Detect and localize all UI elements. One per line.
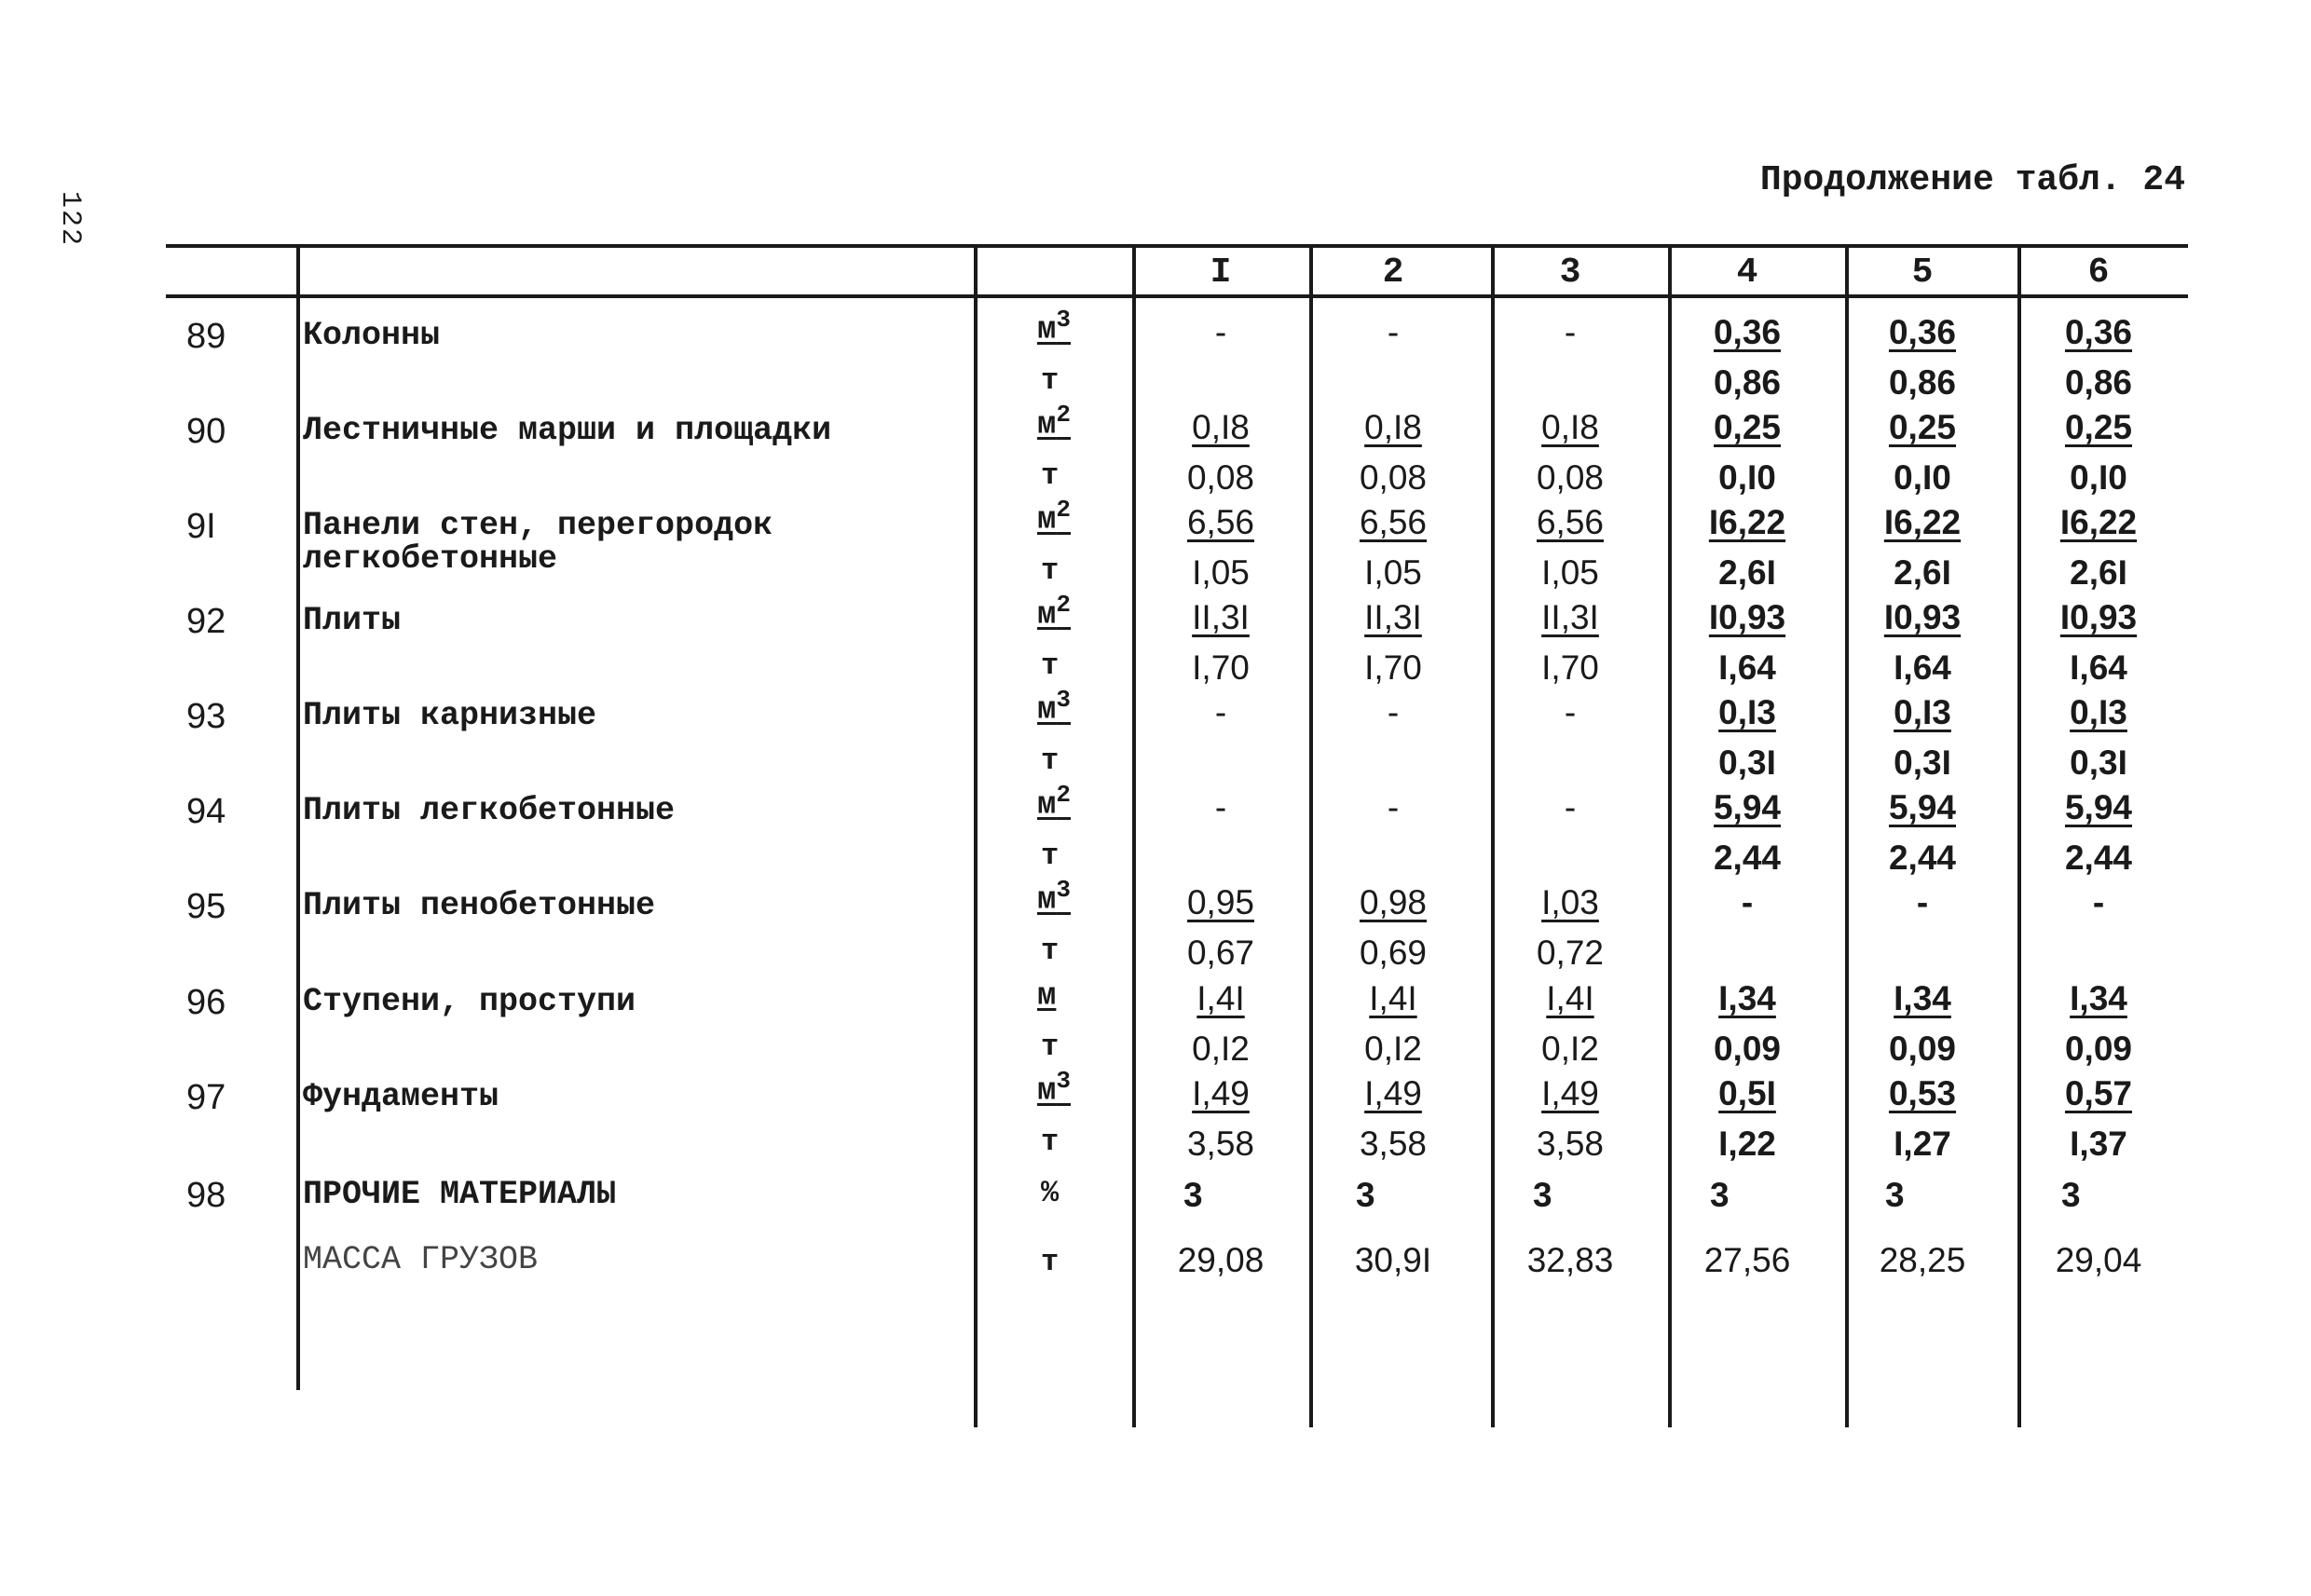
cell-top: I,49 (1364, 1074, 1422, 1112)
cell-top: 0,I3 (1894, 693, 1951, 731)
cell-bottom: I,70 (1192, 648, 1250, 687)
cell-bottom: I,05 (1364, 553, 1422, 592)
row-name: Лестничные марши и площадки (303, 412, 832, 449)
cell-top: I0,93 (1883, 598, 1962, 636)
cell-top: II,3I (1192, 598, 1250, 636)
cell-bottom: 0,I2 (1364, 1030, 1422, 1068)
cell-bottom: 0,09 (1713, 1030, 1781, 1068)
row-name: Ступени, проступи (303, 983, 636, 1020)
cell-total: 30,9I (1354, 1241, 1432, 1279)
unit-top (1037, 591, 1093, 633)
cell-total: 28,25 (1879, 1241, 1966, 1279)
unit-top (1037, 781, 1093, 823)
cell-top: I,4I (1197, 979, 1245, 1017)
cell-other: 3 (1183, 1176, 1203, 1214)
cell-top: I,03 (1541, 883, 1599, 921)
cell-bottom: 0,72 (1536, 934, 1604, 972)
cell-bottom: I,70 (1541, 648, 1599, 687)
cell-bottom: I,37 (2070, 1125, 2127, 1163)
cell-top: 5,94 (1713, 788, 1781, 826)
column-header-3: 3 (1559, 252, 1581, 293)
column-header-2: 2 (1382, 252, 1404, 293)
unit-base: м (1037, 882, 1057, 919)
unit-top-label (1037, 591, 1071, 633)
cell-bottom: 2,6I (2070, 553, 2127, 592)
unit-exponent: 2 (1056, 496, 1072, 524)
unit-exponent: 3 (1056, 686, 1072, 714)
unit-base: м (1037, 312, 1057, 348)
cell-top: - (1387, 693, 1400, 731)
cell-top: I6,22 (1708, 503, 1786, 541)
cell-top: 6,56 (1536, 503, 1604, 541)
cell-bottom: 0,86 (1713, 363, 1781, 402)
cell-top: 5,94 (2064, 788, 2132, 826)
cell-top: - (1214, 788, 1227, 826)
cell-top: I,34 (1718, 979, 1776, 1017)
cell-top: 6,56 (1359, 503, 1427, 541)
cell-top: 0,53 (1888, 1074, 1956, 1112)
cell-top: 0,25 (1713, 408, 1781, 446)
unit-exponent: 2 (1056, 781, 1072, 809)
cell-total: 32,83 (1526, 1241, 1614, 1279)
cell-top: - (1564, 313, 1577, 351)
row-number: 95 (186, 887, 226, 926)
cell-top: - (2092, 883, 2105, 921)
unit-exponent: 3 (1056, 306, 1072, 334)
unit-top (1037, 686, 1093, 728)
cell-top: II,3I (1364, 598, 1422, 636)
unit-top (1037, 496, 1093, 538)
unit-bottom: т (1041, 1125, 1060, 1159)
unit-exponent: 3 (1056, 1067, 1072, 1095)
column-header-5: 5 (1911, 252, 1934, 293)
unit-top (1037, 306, 1093, 348)
cell-top: I,49 (1192, 1074, 1250, 1112)
cell-top: I,34 (2070, 979, 2127, 1017)
cell-top: 0,36 (2064, 313, 2132, 351)
row-name: Плиты пенобетонные (303, 887, 656, 924)
cell-top: I0,93 (2059, 598, 2138, 636)
cell-total: 29,04 (2055, 1241, 2142, 1279)
cell-top: 0,25 (2064, 408, 2132, 446)
cell-bottom: 0,3I (2070, 743, 2127, 782)
unit-bottom: т (1041, 553, 1060, 588)
cell-bottom: 0,I0 (1894, 458, 1951, 497)
cell-bottom: 0,3I (1894, 743, 1951, 782)
unit-bottom: т (1041, 458, 1060, 493)
cell-top: - (1214, 313, 1227, 351)
cell-top: 0,5I (1718, 1074, 1776, 1112)
cell-bottom: 3,58 (1186, 1125, 1254, 1163)
row-number: 98 (186, 1176, 226, 1215)
cell-bottom: I,64 (1894, 648, 1951, 687)
unit-top-label (1037, 972, 1056, 1014)
unit-top (1037, 401, 1093, 443)
unit-top-label (1037, 781, 1071, 823)
unit-top-label (1037, 306, 1071, 348)
unit-bottom: т (1041, 648, 1060, 683)
unit-top (1037, 876, 1093, 918)
cell-bottom: 0,09 (1888, 1030, 1956, 1068)
unit-bottom: т (1041, 839, 1060, 873)
unit-bottom: т (1041, 1030, 1060, 1064)
unit-bottom: т (1041, 934, 1060, 968)
cell-bottom: 2,44 (1888, 839, 1956, 877)
cell-top: - (1564, 788, 1577, 826)
cell-bottom: 0,I0 (1718, 458, 1776, 497)
cell-top: 0,I8 (1541, 408, 1599, 446)
cell-other: 3 (1356, 1176, 1375, 1214)
row-number: 9I (186, 507, 216, 546)
cell-bottom: 2,6I (1894, 553, 1951, 592)
cell-other: 3 (2061, 1176, 2081, 1214)
cell-bottom: 0,86 (2064, 363, 2132, 402)
cell-bottom: 0,08 (1359, 458, 1427, 497)
unit-bottom: т (1041, 363, 1060, 398)
page-number: 122 (54, 191, 86, 248)
column-divider (1132, 244, 1136, 1427)
unit-percent: % (1041, 1176, 1060, 1210)
unit-exponent: 2 (1056, 401, 1072, 429)
column-header-1: I (1210, 252, 1232, 293)
cell-other: 3 (1533, 1176, 1552, 1214)
column-divider (296, 244, 300, 1390)
row-number: 94 (186, 792, 226, 831)
cell-top: 5,94 (1888, 788, 1956, 826)
cell-bottom: I,05 (1541, 553, 1599, 592)
column-divider (974, 244, 978, 1427)
row-name: Панели стен, перегородок легкобетонные (303, 507, 773, 578)
cell-top: I,34 (1894, 979, 1951, 1017)
cell-other: 3 (1885, 1176, 1905, 1214)
cell-bottom: 0,08 (1186, 458, 1254, 497)
cell-total: 27,56 (1703, 1241, 1791, 1279)
row-name: ПРОЧИЕ МАТЕРИАЛЫ (303, 1176, 617, 1213)
cell-top: I,4I (1546, 979, 1594, 1017)
cell-bottom: 2,44 (1713, 839, 1781, 877)
cell-bottom: 0,08 (1536, 458, 1604, 497)
unit-base: м (1037, 597, 1057, 634)
unit-base: м (1037, 1073, 1057, 1110)
cell-bottom: I,64 (2070, 648, 2127, 687)
cell-bottom: 3,58 (1536, 1125, 1604, 1163)
cell-top: 0,I3 (1718, 693, 1776, 731)
cell-top: I0,93 (1708, 598, 1786, 636)
cell-top: - (1214, 693, 1227, 731)
unit-exponent: 3 (1056, 876, 1072, 904)
unit-base: м (1037, 787, 1057, 824)
cell-top: 0,57 (2064, 1074, 2132, 1112)
cell-top: - (1741, 883, 1754, 921)
unit-base: м (1037, 978, 1057, 1015)
row-number: 96 (186, 983, 226, 1022)
unit-top (1037, 972, 1093, 1014)
cell-top: 0,I8 (1192, 408, 1250, 446)
row-name: Колонны (303, 317, 441, 354)
cell-top: I,49 (1541, 1074, 1599, 1112)
unit-top-label (1037, 401, 1071, 443)
cell-bottom: 0,I0 (2070, 458, 2127, 497)
cell-top: - (1916, 883, 1929, 921)
column-header-4: 4 (1736, 252, 1758, 293)
cell-top: 0,98 (1359, 883, 1427, 921)
cell-bottom: I,27 (1894, 1125, 1951, 1163)
unit-bottom: т (1041, 743, 1060, 778)
unit-top (1037, 1067, 1093, 1109)
cell-top: I6,22 (2059, 503, 2138, 541)
row-name: Плиты легкобетонные (303, 792, 676, 829)
unit-base: м (1037, 502, 1057, 539)
cell-top: I,4I (1369, 979, 1417, 1017)
cell-bottom: I,22 (1718, 1125, 1776, 1163)
unit-base: м (1037, 407, 1057, 443)
cell-top: 0,95 (1186, 883, 1254, 921)
unit-top-label (1037, 876, 1071, 918)
row-number: 90 (186, 412, 226, 451)
cell-bottom: 2,6I (1718, 553, 1776, 592)
cell-bottom: 0,69 (1359, 934, 1427, 972)
cell-top: 6,56 (1186, 503, 1254, 541)
table-top-rule (166, 244, 2188, 248)
cell-bottom: 0,67 (1186, 934, 1254, 972)
cell-bottom: 0,3I (1718, 743, 1776, 782)
cell-bottom: I,70 (1364, 648, 1422, 687)
row-name: Фундаменты (303, 1078, 499, 1115)
row-number: 92 (186, 602, 226, 641)
column-header-6: 6 (2087, 252, 2110, 293)
cell-top: 0,25 (1888, 408, 1956, 446)
unit-top-label (1037, 686, 1071, 728)
unit-top-label (1037, 1067, 1071, 1109)
cell-top: II,3I (1541, 598, 1599, 636)
cell-total: 29,08 (1177, 1241, 1265, 1279)
cell-top: 0,36 (1713, 313, 1781, 351)
column-divider (1309, 244, 1313, 1427)
cell-top: I6,22 (1883, 503, 1962, 541)
row-number: 89 (186, 317, 226, 356)
unit-exponent: 2 (1056, 591, 1072, 619)
cell-bottom: 0,09 (2064, 1030, 2132, 1068)
total-label: МАССА ГРУЗОВ (303, 1241, 539, 1278)
cell-top: - (1387, 313, 1400, 351)
cell-bottom: 2,44 (2064, 839, 2132, 877)
cell-bottom: 0,I2 (1192, 1030, 1250, 1068)
row-name: Плиты карнизные (303, 697, 597, 734)
cell-top: 0,I8 (1364, 408, 1422, 446)
table-caption: Продолжение табл. 24 (1759, 160, 2185, 200)
cell-other: 3 (1710, 1176, 1730, 1214)
cell-bottom: 0,I2 (1541, 1030, 1599, 1068)
row-name: Плиты (303, 602, 402, 639)
cell-top: 0,36 (1888, 313, 1956, 351)
cell-bottom: 0,86 (1888, 363, 1956, 402)
row-number: 93 (186, 697, 226, 736)
cell-top: - (1387, 788, 1400, 826)
cell-top: - (1564, 693, 1577, 731)
cell-bottom: 3,58 (1359, 1125, 1427, 1163)
cell-top: 0,I3 (2070, 693, 2127, 731)
unit-base: м (1037, 692, 1057, 729)
header-bottom-rule (166, 294, 2188, 298)
row-number: 97 (186, 1078, 226, 1117)
unit-total: т (1041, 1245, 1060, 1279)
cell-bottom: I,05 (1192, 553, 1250, 592)
unit-top-label (1037, 496, 1071, 538)
cell-bottom: I,64 (1718, 648, 1776, 687)
